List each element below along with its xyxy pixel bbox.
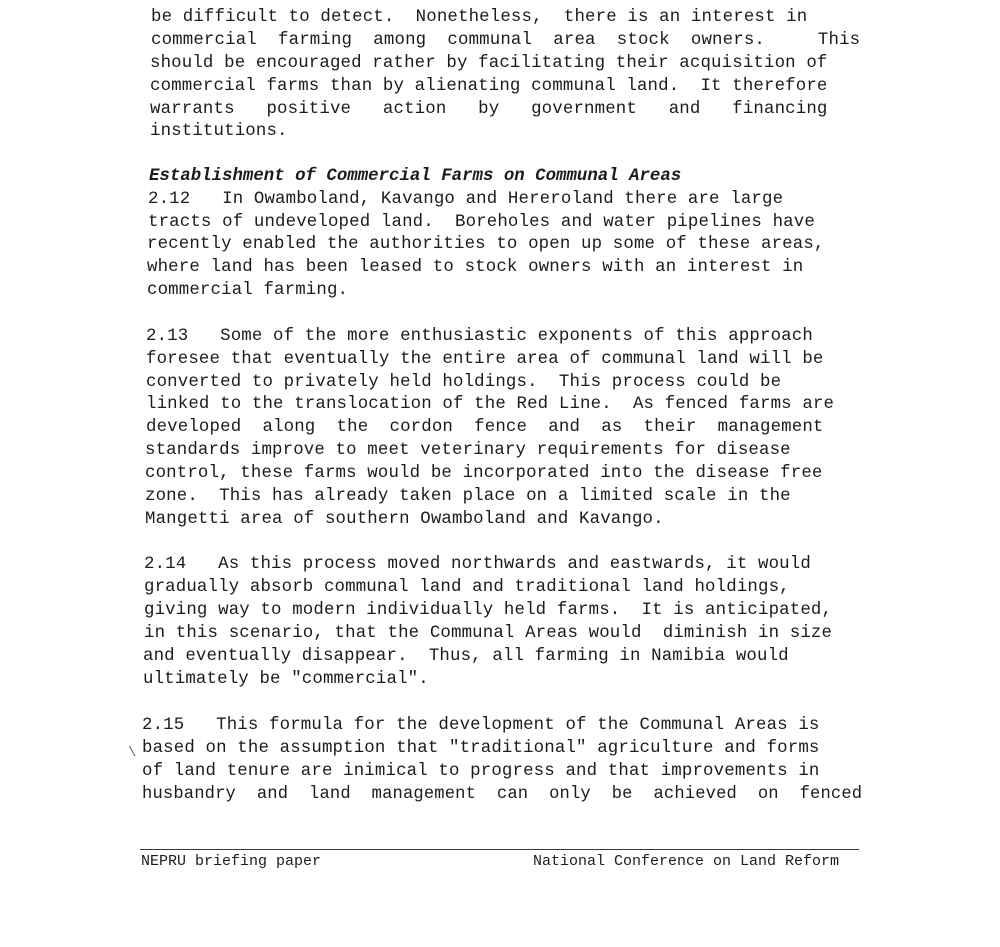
intro-line-2: commercial farming among communal area stock owners. This — [151, 31, 861, 50]
para-2-12-line-1: 2.12 In Owamboland, Kavango and Hereroland there are large — [148, 190, 784, 209]
para-2-13-line-8: zone. This has already taken place on a limited scale in the — [145, 487, 791, 506]
footer-rule — [140, 849, 859, 850]
section-heading: Establishment of Commercial Farms on Communal Areas — [149, 167, 682, 186]
margin-tick-mark: \ — [128, 745, 137, 761]
para-2-14-line-5: and eventually disappear. Thus, all farming in Namibia would — [143, 647, 789, 666]
intro-line-4: commercial farms than by alienating communal land. It therefore — [150, 77, 828, 96]
para-2-14-line-2: gradually absorb communal land and traditional land holdings, — [144, 578, 790, 597]
para-2-12-line-3: recently enabled the authorities to open up some of these areas, — [147, 235, 825, 254]
para-2-14-line-4: in this scenario, that the Communal Areas would diminish in size — [144, 624, 833, 643]
footer-right-text: National Conference on Land Reform — [533, 853, 840, 870]
para-2-13-line-5: developed along the cordon fence and as their management — [146, 418, 824, 437]
para-2-13-line-7: control, these farms would be incorporated into the disease free — [145, 464, 823, 483]
para-2-13-line-6: standards improve to meet veterinary requirements for disease — [145, 441, 791, 460]
para-2-14-line-3: giving way to modern individually held farms. It is anticipated, — [144, 601, 833, 620]
para-2-15-line-1: 2.15 This formula for the development of the Communal Areas is — [142, 716, 820, 735]
para-2-15-line-3: of land tenure are inimical to progress and that improvements in — [142, 762, 820, 781]
para-2-13-line-3: converted to privately held holdings. This process could be — [146, 373, 782, 392]
intro-line-5: warrants positive action by government and financing — [150, 100, 828, 119]
intro-line-1: be difficult to detect. Nonetheless, there is an interest in — [151, 8, 808, 27]
para-2-15-line-2: based on the assumption that "traditional" agriculture and forms — [142, 739, 820, 758]
para-2-14-line-1: 2.14 As this process moved northwards and eastwards, it would — [144, 555, 811, 574]
para-2-15-line-4: husbandry and land management can only be achieved on fenced — [142, 785, 863, 804]
para-2-13-line-2: foresee that eventually the entire area of communal land will be — [146, 350, 824, 369]
para-2-12-line-2: tracts of undeveloped land. Boreholes and water pipelines have — [148, 213, 815, 232]
para-2-13-line-9: Mangetti area of southern Owamboland and Kavango. — [145, 510, 664, 529]
footer-left-text: NEPRU briefing paper — [141, 853, 322, 870]
para-2-13-line-1: 2.13 Some of the more enthusiastic exponents of this approach — [146, 327, 813, 346]
para-2-12-line-5: commercial farming. — [147, 281, 349, 300]
intro-line-3: should be encouraged rather by facilitating their acquisition of — [150, 54, 828, 73]
para-2-13-line-4: linked to the translocation of the Red Line. As fenced farms are — [146, 395, 835, 414]
intro-line-6: institutions. — [150, 122, 288, 141]
para-2-14-line-6: ultimately be "commercial". — [143, 670, 429, 689]
para-2-12-line-4: where land has been leased to stock owners with an interest in — [147, 258, 804, 277]
